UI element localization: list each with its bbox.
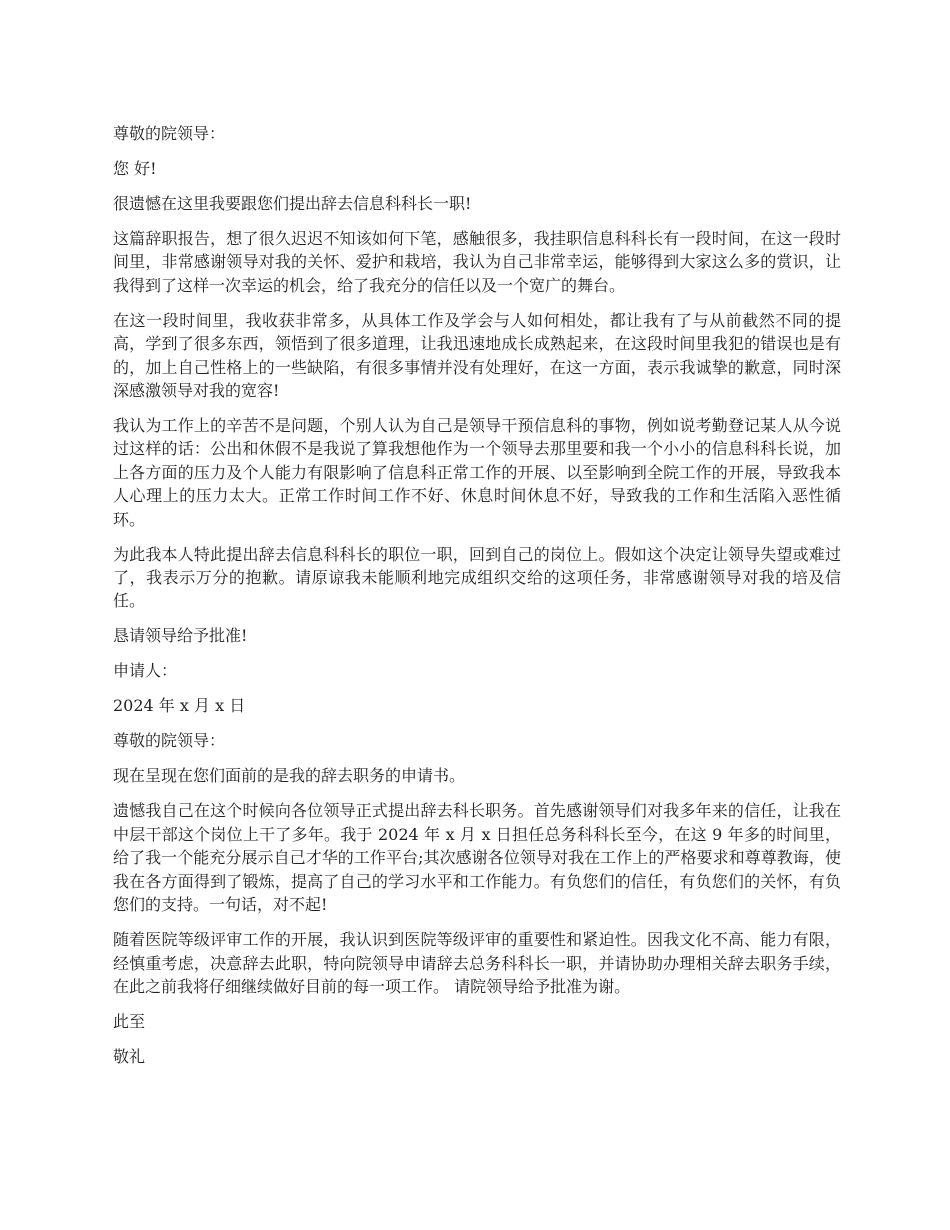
greeting: 您 好!: [113, 159, 157, 178]
request-line: 恳请领导给予批准!: [113, 626, 248, 646]
body-paragraph: 我认为工作上的辛苦不是问题，个别人认为自己是领导干预信息科的事物，例如说考勤登记某人从今说过这样的话：公出和休假不是我说了算我想他作为一个领导去那里要和我一个小小的信息科科长说，加上各方面的压力及个人能力有限影响了信息科正常工作的开展、以至影响到全院工作的开展，导致我本人心理上的压力太大。正常工作时间工作不好、休息时间休息不好，导致我的工作和生活陷入恶性循环。: [113, 416, 841, 529]
body-paragraph: 在这一段时间里，我收获非常多，从具体工作及学会与人如何相处，都让我有了与从前截然不同的提高，学到了很多东西，领悟到了很多道理，让我迅速地成长成熟起来，在这段时间里我犯的错误也是有的，加上自己性格上的一些缺陷，有很多事情并没有处理好，在这一方面，表示我诚挚的歉意，同时深深感激领导对我的宽容!: [113, 310, 841, 401]
closing-line: 此至: [113, 1011, 146, 1031]
salutation: 尊敬的院领导：: [113, 124, 226, 143]
body-paragraph: 随着医院等级评审工作的开展，我认识到医院等级评审的重要性和紧迫性。因我文化不高、能力有限，经慎重考虑，决意辞去此职，特向院领导申请辞去总务科科长一职，并请协助办理相关辞去职务手续，在此之前我将仔细继续做好目前的每一项工作。 请院领导给予批准为谢。: [113, 930, 841, 996]
date-line: 2024 年 x 月 x 日: [113, 696, 246, 716]
applicant-line: 申请人：: [113, 661, 178, 681]
closing-regards: 敬礼: [113, 1046, 146, 1066]
body-paragraph: 遗憾我自己在这个时候向各位领导正式提出辞去科长职务。首先感谢领导们对我多年来的信任，让我在中层干部这个岗位上干了多年。我于 2024 年 x 月 x 日担任总务科科长至今，在这 9 年多的时间里，给了我一个能充分展示自己才华的工作平台;其次感谢各位领导对我在工作上的严格要求和尊尊教诲，使我在各方面得到了锻炼，提高了自己的学习水平和工作能力。有负您们的信任，有负您们的关怀，有负您们的支持。一句话，对不起!: [113, 801, 841, 915]
document-body: [113, 122, 841, 1080]
salutation: 尊敬的院领导：: [113, 731, 226, 751]
intro-paragraph: 现在呈现在您们面前的是我的辞去职务的申请书。: [113, 766, 466, 786]
intro-paragraph: 很遗憾在这里我要跟您们提出辞去信息科科长一职!: [113, 194, 472, 213]
body-paragraph: 这篇辞职报告，想了很久迟迟不知该如何下笔，感触很多，我挂职信息科科长有一段时间，在这一段时间里，非常感谢领导对我的关怀、爱护和栽培，我认为自己非常幸运，能够得到大家这么多的赏识，让我得到了这样一次幸运的机会，给了我充分的信任以及一个宽广的舞台。: [113, 229, 841, 295]
body-paragraph: 为此我本人特此提出辞去信息科科长的职位一职，回到自己的岗位上。假如这个决定让领导失望或难过了，我表示万分的抱歉。请原谅我未能顺利地完成组织交给的这项任务，非常感谢领导对我的培及信任。: [113, 544, 841, 611]
